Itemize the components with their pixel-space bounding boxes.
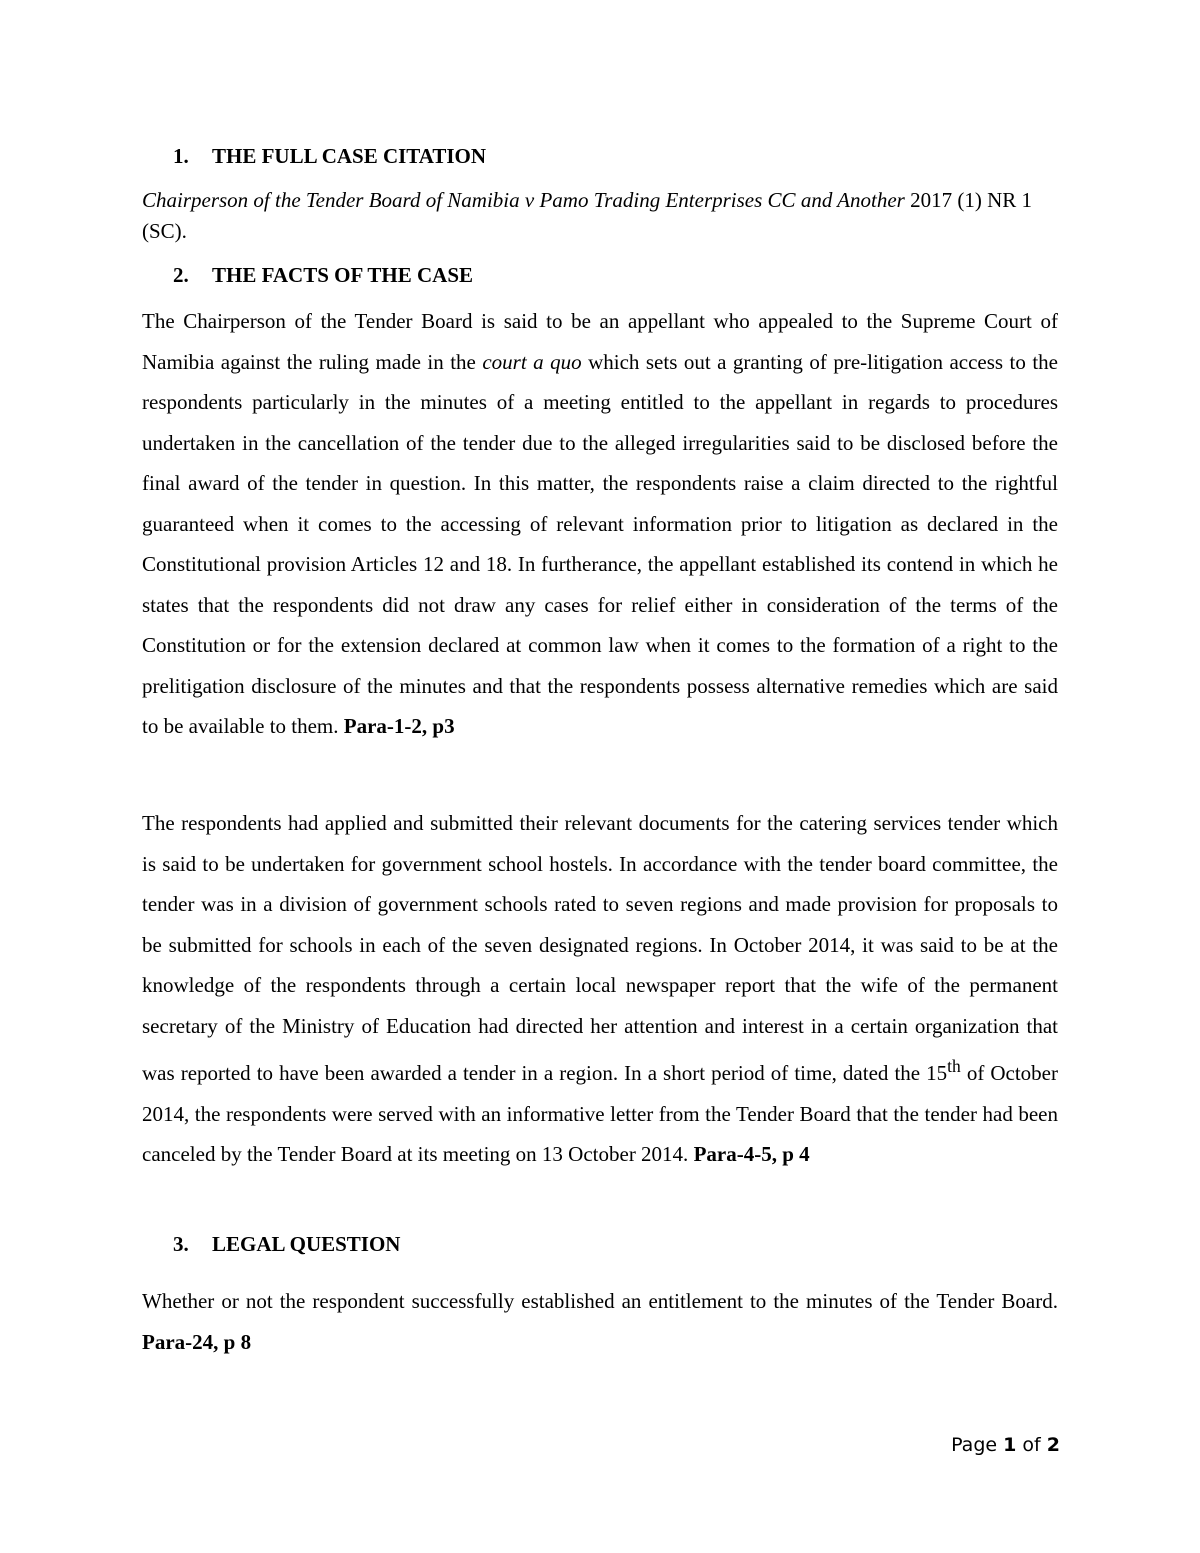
page-label: Page	[951, 1434, 1004, 1456]
facts-paragraph-2	[142, 803, 1058, 1175]
case-citation	[142, 185, 1060, 247]
paragraph-reference: Para-24, p 8	[142, 1329, 252, 1354]
facts-paragraph-1	[142, 301, 1058, 747]
total-pages: 2	[1046, 1434, 1060, 1456]
section-title: LEGAL QUESTION	[212, 1232, 401, 1256]
current-page: 1	[1003, 1434, 1017, 1456]
section-number: 1.	[173, 144, 189, 168]
text-run: of October 2014, the respondents were served with an informative letter from the Tender Board that the tender had been canceled by the Tender Board at its meeting on 13 October 2014.	[142, 1061, 1058, 1166]
ordinal-suffix: th	[947, 1056, 961, 1076]
paragraph-reference: Para-4-5, p 4	[693, 1142, 810, 1166]
section-number: 3.	[173, 1232, 189, 1256]
section-title: THE FULL CASE CITATION	[212, 144, 487, 168]
text-run: Whether or not the respondent successfully established an entitlement to the minutes of the Tender Board.	[142, 1289, 1058, 1313]
case-name: Chairperson of the Tender Board of Namibia v Pamo Trading Enterprises CC and Another	[142, 188, 905, 212]
latin-term: court a quo	[482, 349, 582, 374]
of-label: of	[1016, 1434, 1047, 1456]
text-run: The Chairperson of the Tender Board is said to be an appellant who appealed to the Supreme Court of Namibia against the ruling made in the	[142, 309, 1058, 374]
paragraph-reference: Para-1-2, p3	[343, 714, 455, 738]
page-number-footer	[951, 1432, 1060, 1458]
section-title: THE FACTS OF THE CASE	[212, 263, 474, 287]
text-run: which sets out a granting of pre-litigation access to the respondents particularly in the minutes of a meeting entitled to the appellant in regards to procedures undertaken in the cancellation of the tender due to the alleged irregularities said to be disclosed before the final award of the tender in question. In this matter, the respondents raise a claim directed to the rightful guaranteed when it comes to the accessing of relevant information prior to litigation as declared in the Constitutional provision Articles 12 and 18. In furtherance, the appellant established its contend in which he states that the respondents did not draw any cases for relief either in consideration of the terms of the Constitution or for the extension declared at common law when it comes to the formation of a right to the prelitigation disclosure of the minutes and that the respondents possess alternative remedies which are said to be available to them.	[142, 349, 1059, 738]
section-number: 2.	[173, 263, 189, 287]
legal-question-paragraph	[142, 1281, 1058, 1362]
text-run: The respondents had applied and submitted their relevant documents for the catering services tender which is said to be undertaken for government school hostels. In accordance with the tender board committee, the tender was in a division of government schools rated to seven regions and made provision for proposals to be submitted for schools in each of the seven designated regions. In October 2014, it was said to be at the knowledge of the respondents through a certain local newspaper report that the wife of the permanent secretary of the Ministry of Education had directed her attention and interest in a certain organization that was reported to have been awarded a tender in a region. In a short period of time, dated the 15	[142, 811, 1058, 1085]
report-reference: 2017 (1) NR 1 (SC).	[142, 188, 1033, 243]
